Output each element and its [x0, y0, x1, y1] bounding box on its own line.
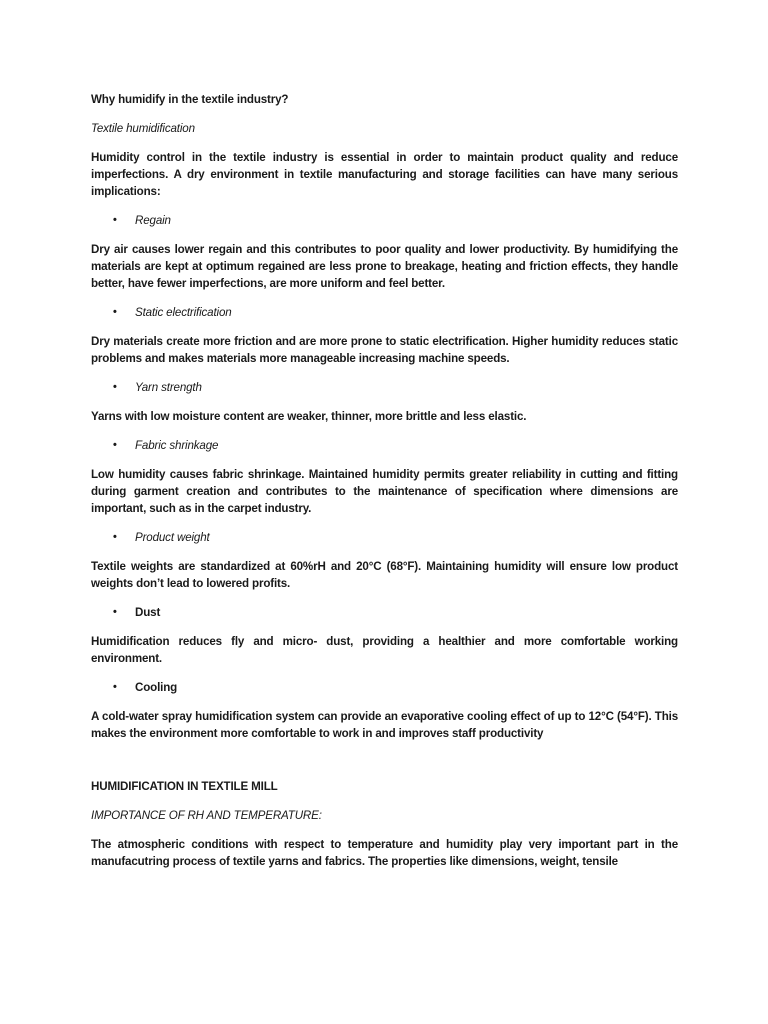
section-paragraph: Dry air causes lower regain and this contributes to poor quality and lower productivity. By humidifying the materials are kept at optimum regained are less prone to breakage, heating and friction effects, they handle better, have fewer imperfections, are more uniform and feel better.	[91, 243, 678, 290]
bullet-symbol: •	[113, 306, 117, 318]
section2-title: HUMIDIFICATION IN TEXTILE MILL	[91, 780, 278, 793]
section2-subtitle: IMPORTANCE OF RH AND TEMPERATURE:	[91, 809, 322, 822]
intro-paragraph: Humidity control in the textile industry is essential in order to maintain product quality and reduce imperfections. A dry environment in textile manufacturing and storage facilities can have many serious implications:	[91, 151, 678, 198]
section-regain	[91, 212, 678, 292]
page-subtitle: Textile humidification	[91, 122, 195, 135]
bullet-label: Regain	[135, 214, 171, 227]
section-fabric-shrinkage	[91, 437, 678, 517]
bullet-label: Yarn strength	[135, 381, 202, 394]
bullet-item	[91, 604, 678, 621]
section2-paragraph: The atmospheric conditions with respect to temperature and humidity play very important part in the manufacutring process of textile yarns and fabrics. The properties like dimensions, weight, tensile	[91, 838, 678, 868]
bullet-symbol: •	[113, 214, 117, 226]
bullet-symbol: •	[113, 531, 117, 543]
bullet-item	[91, 379, 678, 396]
section-dust	[91, 604, 678, 667]
bullet-symbol: •	[113, 681, 117, 693]
bullet-symbol: •	[113, 381, 117, 393]
bullet-item	[91, 529, 678, 546]
section-paragraph: A cold-water spray humidification system can provide an evaporative cooling effect of up to 12°C (54°F). This makes the environment more comfortable to work in and improves staff productivity	[91, 710, 678, 740]
bullet-item	[91, 212, 678, 229]
section-paragraph: Yarns with low moisture content are weaker, thinner, more brittle and less elastic.	[91, 410, 527, 423]
bullet-label: Cooling	[135, 681, 178, 694]
page-title: Why humidify in the textile industry?	[91, 93, 289, 106]
section-static-electrification	[91, 304, 678, 367]
bullet-label: Static electrification	[135, 306, 232, 319]
bullet-label: Dust	[135, 606, 161, 619]
bullet-symbol: •	[113, 606, 117, 618]
section-cooling	[91, 679, 678, 742]
section-paragraph: Low humidity causes fabric shrinkage. Maintained humidity permits greater reliability in cutting and fitting during garment creation and contributes to the maintenance of specification where dimensions are important, such as in the carpet industry.	[91, 468, 678, 515]
bullet-symbol: •	[113, 439, 117, 451]
bullet-item	[91, 679, 678, 696]
section-product-weight	[91, 529, 678, 592]
bullet-label: Fabric shrinkage	[135, 439, 219, 452]
section-paragraph: Humidification reduces fly and micro- dust, providing a healthier and more comfortable working environment.	[91, 635, 678, 665]
section-paragraph: Dry materials create more friction and are more prone to static electrification. Higher humidity reduces static problems and makes materials more manageable increasing machine speeds.	[91, 335, 678, 365]
spacer	[91, 754, 678, 778]
bullet-label: Product weight	[135, 531, 210, 544]
bullet-item	[91, 437, 678, 454]
section-yarn-strength	[91, 379, 678, 425]
document-page	[91, 91, 678, 882]
section-paragraph: Textile weights are standardized at 60%rH and 20°C (68°F). Maintaining humidity will ensure low product weights don’t lead to lowered profits.	[91, 560, 678, 590]
bullet-item	[91, 304, 678, 321]
